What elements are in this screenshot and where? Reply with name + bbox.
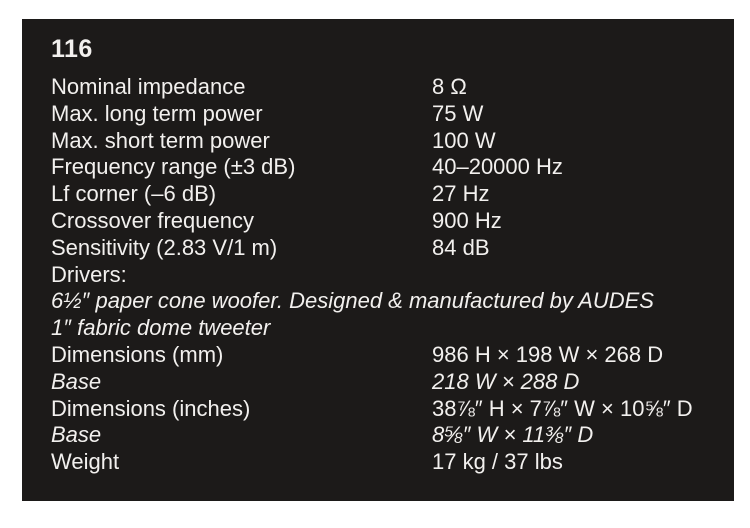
spec-row-base-inches <box>51 422 731 449</box>
spec-value: 84 dB <box>432 234 490 260</box>
spec-value: 27 Hz <box>432 181 490 207</box>
spec-value: 8 Ω <box>432 74 467 99</box>
spec-value: 75 W <box>432 100 484 126</box>
spec-label: Sensitivity (2.83 V/1 m) <box>51 234 278 260</box>
spec-label: 1″ fabric dome tweeter <box>51 315 271 341</box>
spec-value: 218 W × 288 D <box>432 368 580 394</box>
spec-label: Drivers: <box>51 261 127 287</box>
spec-value: 40–20000 Hz <box>432 154 563 180</box>
spec-label: Frequency range (±3 dB) <box>51 154 296 180</box>
spec-row-base-mm <box>51 369 731 396</box>
spec-value: 986 H × 198 W × 268 D <box>432 341 664 367</box>
spec-row-nominal-impedance <box>51 74 731 101</box>
spec-row-lf-corner <box>51 181 731 208</box>
spec-row-sensitivity <box>51 235 731 262</box>
spec-label: Max. long term power <box>51 100 263 126</box>
spec-label: Crossover frequency <box>51 207 254 233</box>
spec-value: 8⅝″ W × 11⅜″ D <box>432 422 594 448</box>
spec-label: Base <box>51 422 102 448</box>
spec-label: Base <box>51 368 102 394</box>
spec-row-tweeter <box>51 315 731 342</box>
spec-row-weight <box>51 449 731 476</box>
spec-sheet-panel <box>22 19 734 501</box>
spec-label: Dimensions (mm) <box>51 341 224 367</box>
spec-row-woofer <box>51 288 731 315</box>
spec-value: 17 kg / 37 lbs <box>432 449 563 475</box>
spec-value: 100 W <box>432 127 496 153</box>
model-number: 116 <box>51 35 93 63</box>
spec-label: Weight <box>51 449 120 475</box>
spec-row-crossover-frequency <box>51 208 731 235</box>
spec-row-drivers-heading <box>51 262 731 289</box>
spec-list <box>51 74 731 476</box>
spec-row-max-long-term-power <box>51 101 731 128</box>
spec-label: Nominal impedance <box>51 74 246 99</box>
spec-row-dimensions-mm <box>51 342 731 369</box>
spec-value: 900 Hz <box>432 207 502 233</box>
spec-label: Lf corner (–6 dB) <box>51 181 217 207</box>
spec-label: 6½″ paper cone woofer. Designed & manufactured by AUDES <box>51 288 654 314</box>
spec-label: Max. short term power <box>51 127 270 153</box>
spec-row-dimensions-inches <box>51 396 731 423</box>
spec-row-max-short-term-power <box>51 128 731 155</box>
spec-value: 38⅞″ H × 7⅞″ W × 10⅝″ D <box>432 395 693 421</box>
spec-label: Dimensions (inches) <box>51 395 251 421</box>
spec-row-frequency-range <box>51 154 731 181</box>
